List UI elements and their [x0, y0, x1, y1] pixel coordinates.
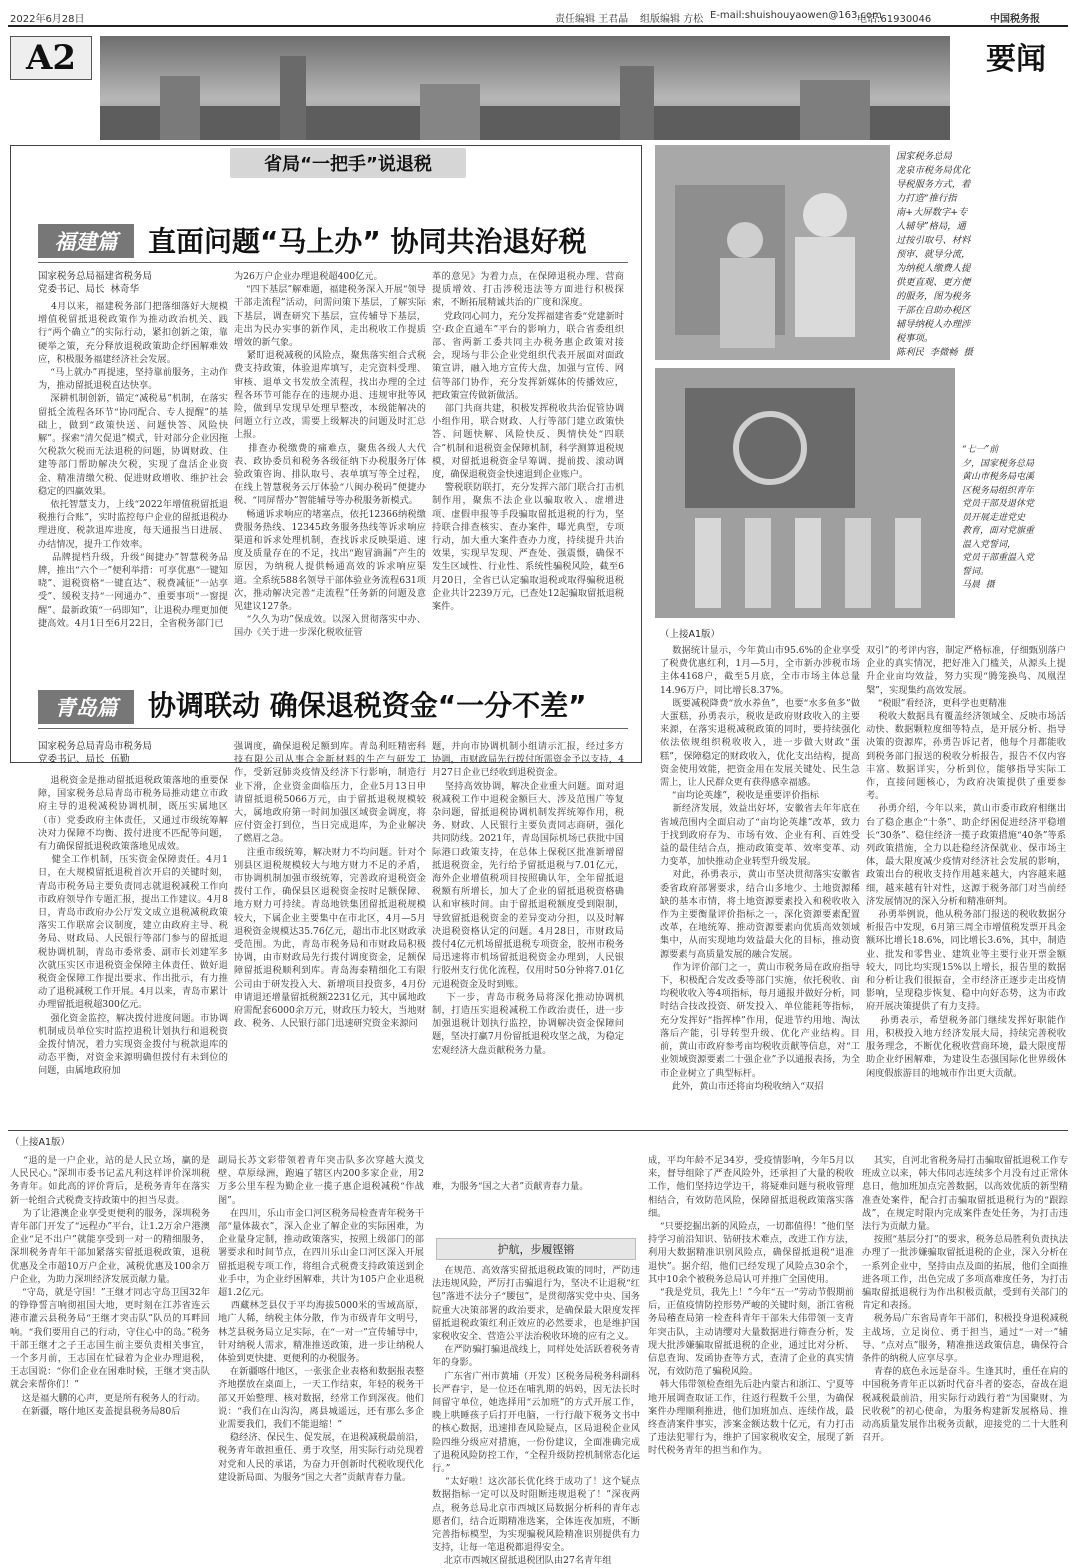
- top-photo: [100, 36, 950, 140]
- bottom-col3-text: 难，为服务“国之大者”贡献青春力量。: [432, 1181, 589, 1193]
- qingdao-col1: 退税资金是推动留抵退税政策落地的重要保障，国家税务总局青岛市税务局推动建立市政府主导的退税减税协调机制，既压实属地区（市）党委政府主体责任，又通过市级统筹解决对力保障不均衡、拨付进度不匹配等问题，有力确保留抵退税政策落地见成效。 健全工作机制，压实资金保障责任。4月1日，在大规模留抵退税首次开启的关键时刻，青岛市税务局主要负责同志就退税减税工作向市政府领导作专题汇报，提出工作建议。4月8日，青岛市政府办公厅发文成立退税减税政策落实工作联席会议制度，建立由政府主导、税务局、财政局、人民银行等部门参与的留抵退税协调机制，青岛市委常委、副市长刘建军多次就压实区市退税资金保障主体责任、做好退税资金保障工作提出要求、作出批示，有力推动了退税减税工作开展。4月以来，青岛市累计办理留抵退税超300亿元。 强化资金监控，解决拨付进度问题。市协调机制成员单位实时监控退税计划执行和退税资金拨付情况，着力实现资金拨付与税款退库的动态平衡，对资金来源明确但拨付有未到位的问题，由属地政府加: [38, 775, 229, 1077]
- skyline-illustration: [100, 36, 950, 140]
- tax-service-photo: [655, 145, 890, 360]
- party-oath-photo: [655, 368, 955, 618]
- huangshan-continued: （上接A1版）: [660, 629, 721, 640]
- tax-service-caption: 国家税务总局 龙泉市税务局优化 导税服务方式，着 力打造“推行指 南+大屏数字+专 人辅导”格局，通 过按引取号、材料 预审、就导分流， 为纳税人缴费人提 供更直观、更方便 的服务，图为税务 干部在自助办税区 辅导纳税人办理涉 税事项。 陈利民 李微畅 摄: [896, 151, 973, 358]
- bottom-col3-continued: 在规范、高效落实留抵退税政策的同时，严防违法违规风险，严厉打击骗退行为，坚决不让退税“红包”落进不法分子“腰包”，是贯彻落实党中央、国务院重大决策部署的政治要求，是确保最大限度发挥留抵退税政策红利正效应的必然要求，也是维护国家税收安全、营造公平法治税收环境的应有之义。 在严防骗打骗退战线上，同样处处活跃着税务青年的身影。 广东省广州市黄埔（开发）区税务局税务科副科长严春宇，是一位还在哺乳期的妈妈，因无法长时间留守单位，她选择用“云加班”的方式开展工作，晚上哄睡孩子后打开电脑，一行行敲下税务文书中的核心数据，迅速排查风险疑点，区局退税企业风险四维分级应对措施，一份份建议，全面准确完成了退税风险防控工作，“全程升级防控机制常态化运行。” “太好啦！这次部长优化终于成功了！这个疑点数据指标一定可以及时阻断违规退税了！”深夜两点，税务总局北京市西城区局数据分析科的青年志愿者们，结合近期精准选案，全体连夜加班，不断完善指标模型，为实现骗税风险精准识别提供有力支持，让每一笔退税都退得安全。 北京市西城区留抵退税团队由27名青年组: [432, 1265, 640, 1567]
- qingdao-title: 协调联动 确保退税资金“一分不差”: [148, 689, 587, 722]
- feature-banner: [230, 148, 466, 178]
- bottom-col5: 其实，自河北省税务局打击骗取留抵退税工作专班成立以来，韩大伟同志连续多个月没有过正常休息日，他加班加点完善数据，以高效优质的新型精准查处案件，配合打击骗取留抵退税行为的“跟踪战”，在规定时限内完成案件查处任务，为打击违法行为贡献力量。 按照“基层分打”的要求，税务总局胜利负责执法办理了一批涉嫌骗取留抵退税的企业，深入分析在一系列企业中，坚持由点及面的拓展，他们全面推进各项工作，出色完成了多项高难度任务，为打击骗取留抵退税行为作出积极贡献，受到有关部门的肯定和表扬。 税务局广东省局青年干部们，积极投身退税减税主战场，立足岗位、勇于担当，通过“一对一”辅导、“点对点”服务，精准推送政策信息，确保符合条件的纳税人应享尽享。 青春的底色永远是奋斗。生逢其时，重任在肩的中国税务青年正以新时代奋斗者的姿态，奋战在退税减税最前沿，用实际行动践行着“为国聚财、为民收税”的初心使命，为服务构建新发展格局、推动高质量发展作出税务贡献，迎接党的二十大胜利召开。: [862, 1155, 1069, 1444]
- banner-title: 省局“一把手”说退税: [264, 154, 432, 175]
- page-number-box: [10, 36, 92, 80]
- page-header: [0, 8, 1076, 24]
- fujian-col1: 4月以来，福建税务部门把落细落好大规模增值税留抵退税政策作为推动政治机关、践行“两个确立”的实际行动，紧扣创新之策，靠硬举之策，充分释放退税政策助企纾困解难效应，积极服务福建经济社会发展。 “马上就办”再提速，坚持靠前服务，主动作为，推动留抵退税直达快享。 深耕机制创新，锚定“减税易”机制，在落实留抵全流程各环节“协同配合、专人提醒”的基础上，做到“政策快送、问题快答、风险快解”。探索“清欠促退”模式，针对部分企业因拖欠税款欠税而无法退税的问题，协调财政、住建等部门帮助解决欠税，实现了盘活企业资金、精准清缴欠税、促进财政增收、维护社会稳定的四赢效果。 依托智慧支力，上线“2022年增值税留抵退税推行合账”，实时监控每户企业的留抵退税办理进度、税款退库进度，每天通报当日进展、办结情况，提升工作效率。 品牌提档升级，升级“闽捷办”智慧税务品牌，推出“六个一”便利举措：可享优惠“一键知晓”、退税资格“一键直达”、税费减征“一站享受”、缓税支持“一网通办”、重要事项“一窗提醒”、最新政策“一码即知”，让退税办理更加便捷高效。4月1日至6月22日，全省税务部门已: [38, 301, 229, 629]
- bottom-col1: “退的是一户企业，站的是人民立场，赢的是人民民心。”深圳市委书记孟凡利这样评价深圳税务青年。如此高的评价背后，是税务青年在落实新一轮组合式税费支持政策中的担当尽责。 为了让港澳企业享受更便利的服务，深圳税务青年部门开发了“远程办”平台，让1.2万余户港澳企业“足不出户”就能享受到一对一的精细服务，深圳税务青年干部加紧落实留抵退税政策，退税优惠及全市超10万户企业，减税优惠及100余万户企业，为助力深圳经济发展贡献力量。 “守岛，就是守国！”王继才同志守岛卫国32年的铮铮誓言响彻祖国大地，更时刻在江苏省连云港市灌云县税务局“王继才突击队”队员的耳畔回响。“我们要用自己的行动，守住心中的岛。”税务干部王继才之子王志国生前主要负责相关事宜，一个多月前，王志国在忙碌着为企业办理退税，王志国说：“你们企业在困难时候，王继才突击队就会来帮你们！” 这是福大鹏的心声，更是所有税务人的行动。 在新疆，喀什地区麦盖提县税务局80后: [10, 1155, 211, 1417]
- section-name: 要闻: [986, 42, 1046, 77]
- editor-credit: 责任编辑 王君晶: [555, 14, 629, 25]
- qingdao-byline: 国家税务总局青岛市税务局 党委书记、局长 伍勤: [38, 741, 153, 765]
- fujian-col3: 革的意见》为着力点，在保障退税办理、营商提质增效、打击涉税违法等方面进行积极探索，不断拓展精诚共治的广度和深度。 党政同心同力，充分发挥福建省委“党建新时空·政企直通车”平台的影响力，联合省委组织部、省两新工委共同主办税务惠企政策对接会，现场与非公企业党组织代表开展面对面政策宣讲，融入地方宣传大盘，加强与宣传、网信等部门协作，充分发挥新媒体的传播效应，把政策宣传做新做活。 部门共商共建，积极发挥税收共治促管协调小组作用，联合财政、人行等部门建立政策快答、问题快解、风险快反、舆情快处“四联合”机制和退税资金保障机制，科学测算退税规模，对留抵退税资金早筹调、提前拨、滚动调度，确保退税资金快速退到企业账户。 警税联防联打，充分发挥六部门联合打击机制作用，聚焦不法企业以骗取收入、虚增进项、虚假申报等手段骗取留抵退税的行为，坚持联合排查核实、查办案件，曝光典型，专项行动，加大重大案件查办力度，持续提升共治效果，实现早发现、严查处、强震慑，确保不发生区域性、行业性、系统性骗税风险，截至6月20日，全省已认定骗取退税或取得骗税退税企业共计2239万元，已查处12起骗取留抵退税案件。: [432, 271, 625, 613]
- fujian-byline: 国家税务总局福建省税务局 党委书记、局长 林奇华: [38, 271, 153, 295]
- bottom-col2: 副局长苏文彩带领着青年突击队多次穿越大漠戈壁、草原绿洲，跑遍了辖区内200多家企业，用2万多公里车程为勤企业一揽子惠企退税减税“作战图”。 在四川，乐山市金口河区税务局检查青年税务干部“量体裁衣”，深入企业了解企业的实际困难，为企业量身定制，推动政策落实，按照上级部门的部署要求和时间节点，在四川乐山金口河区深入开展留抵退税专项工作，将组合式税费支持政策送到企业手中，为企业纾困解难，共计为105户企业退税超1.2亿元。 西藏林芝县仅于平均海拔5000米的雪域高原，地广人稀，纳税主体分散，作为市级青年文明号，林芝县税务局立足实际，在“一对一”宣传辅导中，针对纳税人需求，精准推送政策，进一步让纳税人体验到更快捷、更便利的办税服务。 在新疆喀什地区，一张张企业表格和数据报表整齐地摆放在桌面上，一天工作结束，年轻的税务干部又开始整理、核对数据，经常工作到深夜。他们说：“我们在山沟沟，离县城遥远，还有那么多企业需要我们，我们不能退缩！” 稳经济、保民生、促发展，在退税减税最前沿，税务青年敢担重任、勇于攻坚，用实际行动兑现着对党和人民的承诺，为奋力开创新时代税收现代化建设新局面、为服务“国之大者”贡献青春力量。: [218, 1155, 425, 1483]
- huangshan-col1: 数据统计显示，今年黄山市95.6%的企业享受了税费优惠红利，1月—5月，全市新办涉税市场主体4168户，截至5月底，全市市场主体总量14.96万户，同比增长8.37%。 既要减税降费“放水养鱼”，也要“水多鱼多”做大蛋糕，孙勇表示，税收是政府财政收入的主要来源，在落实退税减税政策的同时，要持续强化依法依规组织税收收入，进一步做大财政“蛋糕”，保障稳定的财政收入，优化支出结构，提高资金使用效能，把资金用在发展关键处、民生急需上，让人民群众更有获得感幸福感。 “亩均论英雄”，税收是重要评价指标 新经济发展，效益出好坏，安徽省去年年底在省域范围内全面启动了“亩均论英雄”改革，致力于找到政府存为、市场有效、企业有利、百姓受益的最佳结合点，推动政策变革、效率变革、动力变革，加快推动企业转型升级发展。 对此，孙勇表示，黄山市坚决贯彻落实安徽省委省政府部署要求，结合山多地少、土地资源稀缺的基本市情，将土地资源要素投入和税收收入作为主要衡量评价指标之一，深化资源要素配置改革，在地统筹、推动资源要素向优质高效领域集中，从而实现地均效益最大化的目标，推动资源要素与高质量发展的融合发展。 作为评价部门之一，黄山市税务局在政府指导下，积极配合发改委等部门实施，依托税收、亩均税收收入等4项指标，每月通报并做好分析，同时结合技改投资、研发投入、单位能耗等指标，充分发挥好“指挥棒”作用，促进节约用地、淘汰落后产能，引导转型升级、优化产业结构。目前，黄山市政府参考亩均税收贡献等信息，对“工业领域资源要素二十强企业”予以通报表扬，为全市企业树立了典型标杆。 此外，黄山市还将亩均税收纳入“双招: [660, 645, 861, 1092]
- newspaper-name: 中国税务报: [990, 14, 1040, 25]
- bottom-subheading: 护航，步履铿锵: [436, 1238, 636, 1260]
- qingdao-col3: 题，并向市协调机制小组请示汇报，经过多方协调，市财政局先行拨付所需资金予以支持，4月27日企业已经收到退税资金。 坚持高效协调，解决企业重大问题。面对退税减税工作中退税金额巨大、涉及范围广等复杂问题，留抵退税协调机制发挥统筹作用，税务、财政、人民银行主要负责同志商研，强化共同防线。2021年，青岛国际机场已获批中国际港口政策支持，在总体上保税区批准新增留抵退税资金，先行给予留抵退税与7.01亿元，海外企业增值税项目按照确认年，全年留抵退税额有所增长，加大了企业的留抵退税资格确认和审核时间。由于留抵退税额度受到限制，导致留抵退税资金的差异变动分担，以及时解决退税资格认定的问题。4月28日，市财政局拨付4亿元机场留抵退税专项资金，胶州市税务局迅速将市机场留抵退税资金办理到，人民银行胶州支行优化流程，仅用时50分钟将7.01亿元退税资金及时到账。 下一步，青岛市税务局将深化推动协调机制，打造压实退税减税工作政治责任，进一步加强退税计划执行监控，协调解决资金保障问题，坚决打赢7月份留抵退税攻坚之战，为稳定宏观经济大盘贡献税务力量。: [432, 741, 625, 1056]
- huangshan-col2: 双引”的考评内容，制定严格标准，仔细甄别落户企业的真实情况，把好准入门槛关，从源头上提升企业亩均效益，努力实现“腾笼换鸟、凤凰涅槃”，实现集约高效发展。 “税眼”看经济，更科学也更精准 税收大数据具有覆盖经济领域全、反映市场活动快、数据颗粒度细等特点，是开展分析、指导决策的资源库，孙勇告诉记者，他每个月都能收到税务部门报送的税收分析报告，报告不仅内容丰富、数据详实，分析到位，能够指导实际工作，直接问题核心，为政府决策提供了重要参考。 孙勇介绍，今年以来，黄山市委市政府相继出台了稳企惠企“十条”、助企纾困促进经济平稳增长“30条”、稳住经济一揽子政策措施“40条”等系列政策措施，全力以赴稳经济保就业、保市场主体，最大限度减少疫情对经济社会发展的影响，政策出台的税收支持作用越来越大，内容越来越细，越来越有针对性，这源于税务部门对当前经济发展情况的深入分析和精准研判。 孙勇举例说，他从税务部门报送的税收数据分析报告中发现，6月第三周全市增值税发票开具金额环比增长18.6%，同比增长3.6%，其中，制造业、批发和零售业、建筑业等主要行业开票金额较大，同比均实现15%以上增长，报告里的数据和分析让我们很振奋，全市经济正逐步走出疫情影响，呈现稳步恢复、稳中向好态势，这为市政府开展决策提供了有力支持。 孙勇表示，希望税务部门继续发挥好职能作用，积极投入地方经济发展大局，持续完善税收服务理念，不断优化税收营商环境，最大限度帮助企业纾困解难，为建设生态强国际化世界级休闲度假旅游目的地城市作出更大贡献。: [866, 645, 1067, 1079]
- fujian-title: 直面问题“马上办” 协同共治退好税: [148, 225, 587, 258]
- photo-figures: [655, 145, 890, 360]
- section-box: [960, 28, 1072, 84]
- editor-email: E-mail:shuishouyaowen@163.com: [710, 10, 882, 21]
- fujian-rule: [38, 262, 628, 263]
- bottom-col4: 成，平均年龄不足34岁，受疫情影响，今年5月以来，督导组除了严查风险外，还承担了大量的税收工作，他们坚持边学边干，将疑难问题与税收管理相结合，有效防范风险，保障留抵退税政策落实落细。 “只要挖掘出新的风险点，一切都值得！”他们坚持学习前沿知识、钻研技术难点，改进工作方法，利用大数据精准识别风险点，确保留抵退税“退准退快”。据介绍，他们已经发现了风险点30余个，其中10余个被税务总局认可并推广全国使用。 “我是党员，我先上！”今年“五一”劳动节假期前后，正值疫情防控形势严峻的关键时刻，浙江省税务局稽查局第一检查科青年干部朱大伟带领一支青年突击队，主动请缨对大量数据进行筛查分析，发现大批涉嫌骗取留抵退税的企业，通过比对分析、信息查询、发函协查等方式，查清了企业的真实情况，有效防范了骗税风险。 韩大伟带领检查组先后赴内蒙古和浙江、宁夏等地开展调查取证工作，往返行程数千公里，为确保案件办理顺利推进，他们加班加点、连续作战，最终查清案件事实，涉案金额达数十亿元，有力打击了违法犯罪行为，维护了国家税收安全，展现了新时代税务青年的担当和作为。: [648, 1155, 855, 1457]
- qingdao-col2: 强调度，确保退税足额到库。青岛利旺精密科技有限公司从事合金新材料的生产与研发工作，受新冠肺炎疫情及经济下行影响，制造行业下滑，企业资金面临压力，企业5月13日申请留抵退税5066万元，由于留抵退税规模较大，属地政府第一时间加强区域资金调度，将应付资金打到位，当日完成退库，为企业解决了燃眉之急。 注重市级统筹，解决财力不均问题。针对个别县区退税规模较大与地方财力不足的矛盾，市协调机制加强市级统筹，完善政府退税资金拨付工作，确保县区退税资金按时足额保障、地方财力可持续。青岛地铁集团留抵退税规模较大，下属企业主要集中在市北区，4月—5月退税资金规模达35.76亿元，超出市北区财政承受范围。为此，青岛市税务局和市财政局积极协调，由市财政局先行拨付调度资金，足额保障留抵退税顺利到库。青岛海泰精细化工有限公司由于研发投入大、新增项目投资多，4月份申请退还增量留抵税额2231亿元，其中属地政府需配套6000余万元，财政压力较大，当地财政、税务、人民银行部门迅速研究资金来源问: [234, 741, 427, 1030]
- bottom-rule: [8, 1130, 1068, 1131]
- bottom-continued: （上接A1版）: [10, 1137, 71, 1148]
- issue-date: 2022年6月28日: [10, 14, 85, 25]
- fujian-tag: 福建篇: [38, 224, 134, 258]
- designer-credit: 组版编辑 方松: [640, 14, 704, 25]
- qingdao-tag: 青岛篇: [38, 690, 134, 724]
- editor-phone: 电话:61930046: [857, 14, 932, 25]
- party-oath-caption: “七一”前 夕，国家税务总局 黄山市税务局屯溪 区税务局组织青年 党员干部及退休党 员开展走进党史 教育，面对党旗重 温入党誓词， 党员干部重温入党 誓词。 马晨 摄: [962, 445, 1035, 590]
- qingdao-rule: [38, 728, 628, 729]
- header-rule: [8, 25, 1068, 27]
- party-flag-illustration: [655, 368, 955, 618]
- page-number: A2: [25, 38, 77, 78]
- fujian-col2: 为26万户企业办理退税超400亿元。 “四下基层”解难题，福建税务深入开展“领导干部走流程”活动，问需问策下基层，了解实际下基层，调查研究下基层，宣传辅导下基层，走出为民办实事的新作风，走出税收工作提质增效的新气象。 紧盯退税减税的风险点，聚焦落实组合式税费支持政策，体验退库填写，走完资料受理、审核、退单文书发放全流程，找出办理的全过程各环节可能存在的违规办退、违规审批等风险，做到早发现早处理早整改，本级能解决的问题立行立改，需要上级解决的问题及时汇总上报。 排查办税缴费的痛难点，聚焦各级人大代表、政协委员和税务各级征纳下办税服务厅体验政策咨询、排队取号、表单填写等全过程，在线上智慧税务云厅体验“八闽办税码”便捷办税、“同屏帮办”智能辅导等办税服务新模式。 畅通诉求响应的堵塞点，依托12366纳税缴费服务热线、12345政务服务热线等诉求响应渠道和诉求处理机制，查找诉求反映渠道、速度及质量存在的不足，找出“跑冒滴漏”产生的原因，为纳税人提供畅通高效的诉求响应渠道。全系统588名领导干部体验业务流程631项次，推动解决完善“走流程”任务新的问题及意见建议127条。 “久久为功”保成效。以深入贯彻落实中办、国办《关于进一步深化税收征管: [234, 271, 427, 639]
